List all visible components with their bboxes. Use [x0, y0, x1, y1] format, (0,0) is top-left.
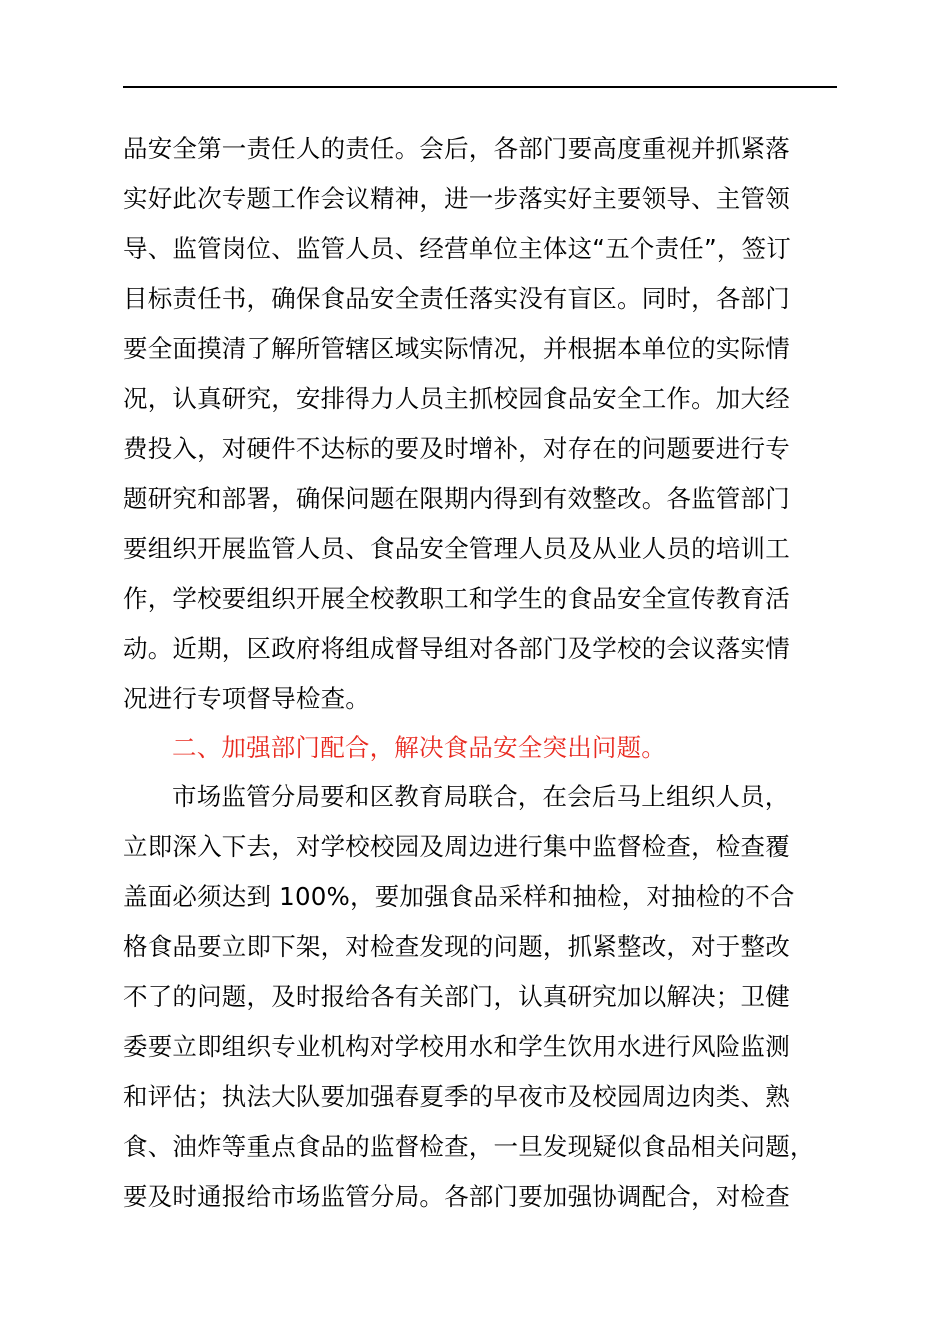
text-line: 要组织开展监管人员、食品安全管理人员及从业人员的培训工: [123, 534, 790, 563]
header-rule: [123, 86, 837, 88]
text-line: 目标责任书，确保食品安全责任落实没有盲区。同时，各部门: [123, 284, 790, 313]
text-line: 况，认真研究，安排得力人员主抓校园食品安全工作。加大经: [123, 384, 790, 413]
text-line: 立即深入下去，对学校校园及周边进行集中监督检查，检查覆: [123, 832, 790, 861]
text-line: 格食品要立即下架，对检查发现的问题，抓紧整改，对于整改: [123, 932, 790, 961]
text-line: 作，学校要组织开展全校教职工和学生的食品安全宣传教育活: [123, 584, 790, 613]
text-line: 要全面摸清了解所管辖区域实际情况，并根据本单位的实际情: [123, 334, 790, 363]
text-line: 盖面必须达到 100%，要加强食品采样和抽检，对抽检的不合: [123, 882, 795, 911]
text-line: 品安全第一责任人的责任。会后，各部门要高度重视并抓紧落: [123, 134, 790, 163]
text-line: 市场监管分局要和区教育局联合，在会后马上组织人员，: [172, 782, 790, 811]
text-line: 题研究和部署，确保问题在限期内得到有效整改。各监管部门: [123, 484, 790, 513]
text-line: 要及时通报给市场监管分局。各部门要加强协调配合，对检查: [123, 1182, 790, 1211]
text-line: 况进行专项督导检查。: [123, 684, 370, 713]
text-line: 费投入，对硬件不达标的要及时增补，对存在的问题要进行专: [123, 434, 790, 463]
text-line: 导、监管岗位、监管人员、经营单位主体这“五个责任”，签订: [123, 234, 791, 263]
text-line: 和评估；执法大队要加强春夏季的早夜市及校园周边肉类、熟: [123, 1082, 790, 1111]
text-line: 不了的问题，及时报给各有关部门，认真研究加以解决；卫健: [123, 982, 790, 1011]
text-line: 实好此次专题工作会议精神，进一步落实好主要领导、主管领: [123, 184, 790, 213]
text-line: 动。近期，区政府将组成督导组对各部门及学校的会议落实情: [123, 634, 790, 663]
text-line: 食、油炸等重点食品的监督检查，一旦发现疑似食品相关问题，: [123, 1132, 815, 1161]
text-line: 委要立即组织专业机构对学校用水和学生饮用水进行风险监测: [123, 1032, 790, 1061]
section-heading: 二、加强部门配合，解决食品安全突出问题。: [172, 733, 666, 762]
